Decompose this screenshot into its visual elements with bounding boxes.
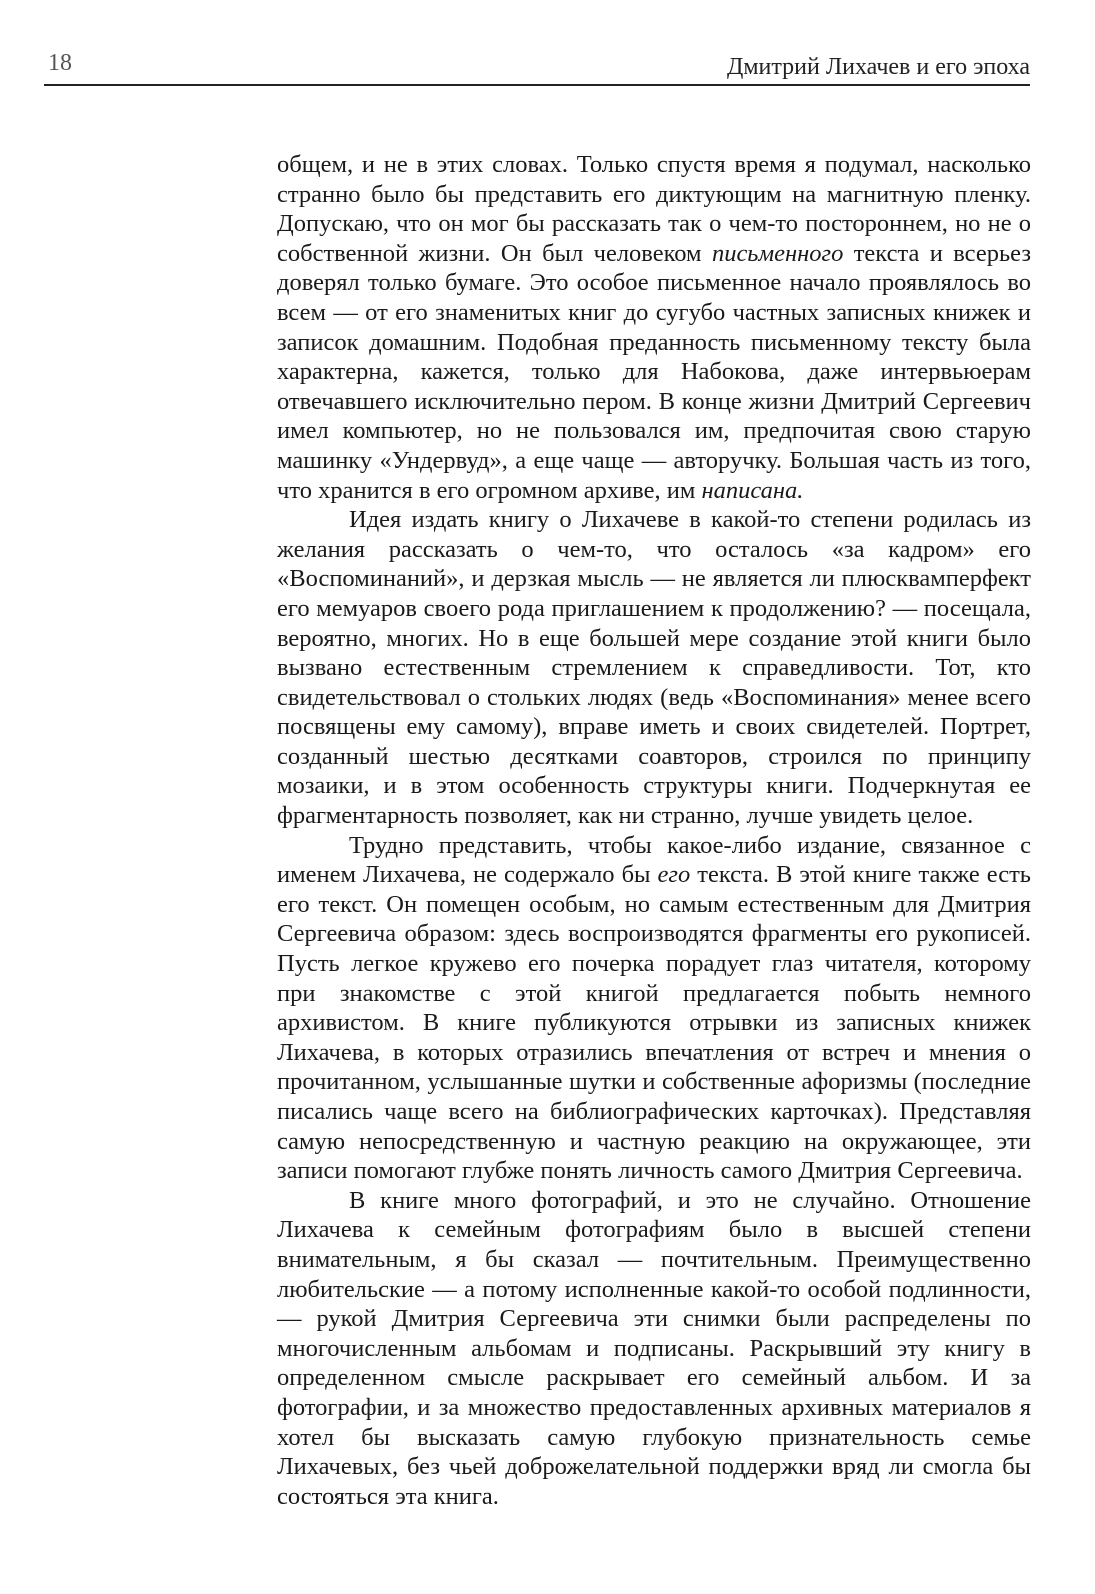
paragraph (277, 505, 1031, 831)
text-segment: текста и всерьез доверял только бумаге. Это особое письменное начало проявлялось во всем — от его знаменитых книг до сугубо частных записных книжек и записок домашним. Подобная преданность письменному тексту была характерна, кажется, только для Набокова, даже интервьюерам отвечавшего исключительно пером. В конце жизни Дмитрий Сергеевич имел компьютер, но не пользовался им, предпочитая свою старую машинку «Ундервуд», а еще чаще — авторучку. Большая часть из того, что хранится в его огромном архиве, им (277, 239, 1031, 504)
body-text (277, 150, 1031, 1511)
italic-text-segment: письменного (711, 239, 844, 267)
italic-text-segment: его (657, 861, 691, 889)
paragraph (277, 150, 1031, 505)
text-segment: текста. В этой книге также есть его текст. Он помещен особым, но самым естественным для Дмитрия Сергеевича образом: здесь воспроизводятся фрагменты его рукописей. Пусть легкое кружево его почерка порадует глаз читателя, которому при знакомстве с этой книгой предлагается побыть немного архивистом. В книге публикуются отрывки из записных книжек Лихачева, в которых отразились впечатления от встреч и мнения о прочитанном, услышанные шутки и собственные афоризмы (последние писались чаще всего на библиографических карточках). Представляя самую непосредственную и частную реакцию на окружающее, эти записи помогают глубже понять личность самого Дмитрия Сергеевича. (277, 861, 1031, 1185)
text-segment: Идея издать книгу о Лихачеве в какой-то степени родилась из желания рассказать о чем-то, что осталось «за кадром» его «Воспоминаний», и дерзкая мысль — не является ли плюсквамперфект его мемуаров своего рода приглашением к продолжению? — посещала, вероятно, многих. Но в еще большей мере создание этой книги было вызвано естественным стремлением к справедливости. Тот, кто свидетельствовал о стольких людях (ведь «Воспоминания» менее всего посвящены ему самому), вправе иметь и своих свидетелей. Портрет, созданный шестью десятками соавторов, строился по принципу мозаики, и в этом особенность структуры книги. Подчеркнутая ее фрагментарность позволяет, как ни странно, лучше увидеть целое. (277, 506, 1031, 830)
text-segment: Трудно представить, чтобы какое-либо издание, связанное с именем Лихачева, не содержало бы (277, 831, 1031, 889)
text-segment: В книге много фотографий, и это не случайно. Отношение Лихачева к семейным фотографиям было в высшей степени внимательным, я бы сказал — почтительным. Преимущественно любительские — а потому исполненные какой-то особой подлинности, — рукой Дмитрия Сергеевича эти снимки были распределены по многочисленным альбомам и подписаны. Раскрывший эту книгу в определенном смысле раскрывает его семейный альбом. И за фотографии, и за множество предоставленных архивных материалов я хотел бы высказать самую глубокую признательность семье Лихачевых, без чьей доброжелательной поддержки вряд ли смогла бы состояться эта книга. (277, 1186, 1031, 1510)
text-segment: общем, и не в этих словах. Только спустя время я подумал, насколько странно было бы представить его диктующим на магнитную пленку. Допускаю, что он мог бы рассказать так о чем-то постороннем, но не о собственной жизни. Он был человеком (277, 151, 1031, 267)
paragraph (277, 831, 1031, 1186)
running-title: Дмитрий Лихачев и его эпоха (726, 54, 1030, 80)
page-number: 18 (48, 50, 72, 76)
italic-text-segment: написана. (701, 476, 804, 504)
page-header (44, 44, 1030, 86)
paragraph (277, 1186, 1031, 1512)
